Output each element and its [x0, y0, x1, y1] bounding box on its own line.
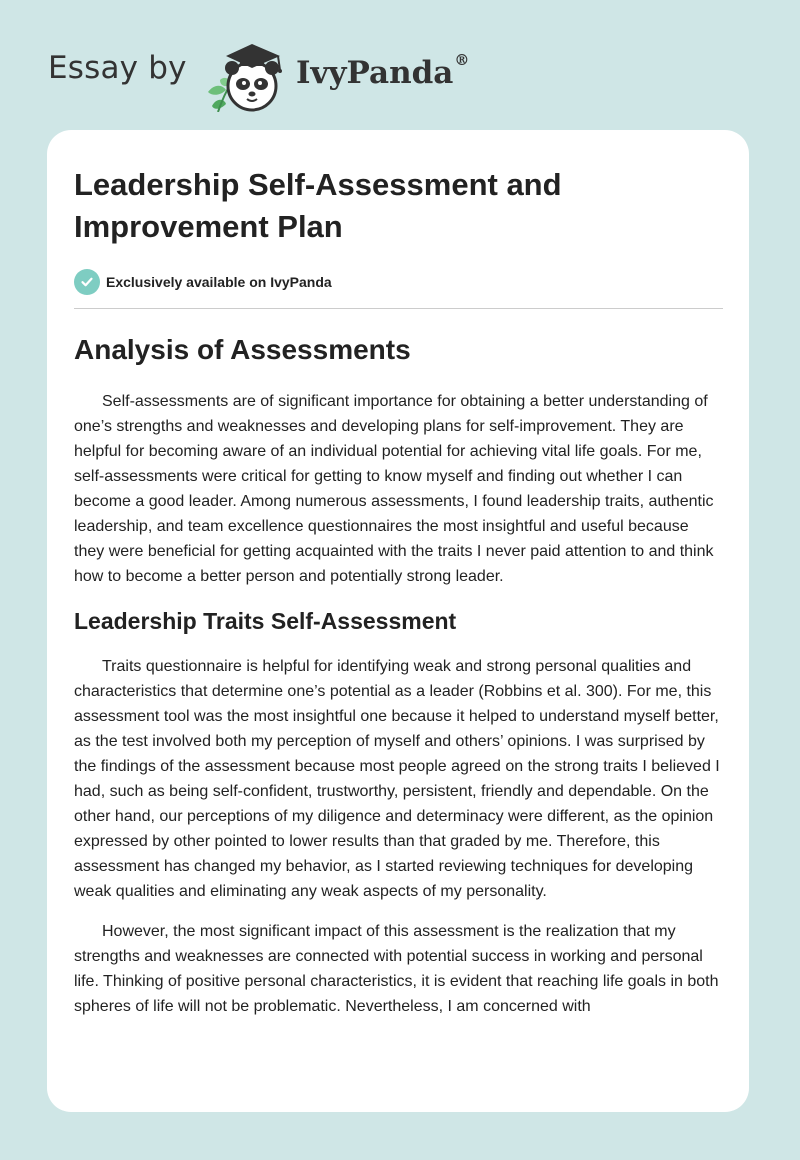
badge-label: Exclusively available on IvyPanda — [106, 274, 332, 290]
divider — [74, 308, 723, 309]
body-paragraph: Traits questionnaire is helpful for identifying weak and strong personal qualities and characteristics that determine one’s potential as a leader (Robbins et al. 300). For me, this assessment tool was the most insightful one because it helped to understand myself better, as the test involved both my perception of myself and others’ opinions. I was surprised by the findings of the assessment because most people agreed on the strong traits I believed I had, such as being self-confident, trustworthy, persistent, friendly and dependable. On the other hand, our perceptions of my diligence and determinacy were different, as the opinion expressed by other pointed to lower results than that graded by me. Therefore, this assessment has changed my behavior, as I started reviewing techniques for developing weak qualities and eliminating any weak aspects of my personality. — [74, 658, 720, 900]
brand-name — [296, 51, 470, 91]
exclusive-badge — [74, 268, 723, 296]
subsection-heading: Leadership Traits Self-Assessment — [74, 608, 457, 634]
check-circle-icon — [74, 269, 100, 295]
registered-mark: ® — [454, 51, 470, 69]
brand-text: IvyPanda — [296, 55, 454, 91]
essay-title: Leadership Self-Assessment and Improvement Plan — [74, 167, 562, 244]
essay-by-label: Essay by — [48, 50, 187, 86]
panda-graduate-icon — [200, 36, 292, 112]
essay-card — [47, 130, 749, 1112]
section-heading: Analysis of Assessments — [74, 334, 411, 365]
body-paragraph: However, the most significant impact of this assessment is the realization that my strengths and weaknesses are connected with potential success in working and personal life. Thinking of positive personal characteristics, it is evident that reaching life goals in both spheres of life will not be problematic. Nevertheless, I am concerned with — [74, 923, 719, 1015]
body-paragraph: Self-assessments are of significant importance for obtaining a better understanding of one’s strengths and weaknesses and developing plans for self-improvement. They are helpful for becoming aware of an individual potential for achieving vital life goals. For me, self-assessments were critical for getting to know myself and finding out whether I can become a good leader. Among numerous assessments, I found leadership traits, authentic leadership, and team excellence questionnaires the most insightful and useful because they were beneficial for getting acquainted with the traits I never paid attention to and think how to become a better person and potentially strong leader. — [74, 393, 714, 585]
essay-content — [74, 164, 723, 1019]
site-header — [48, 36, 508, 112]
